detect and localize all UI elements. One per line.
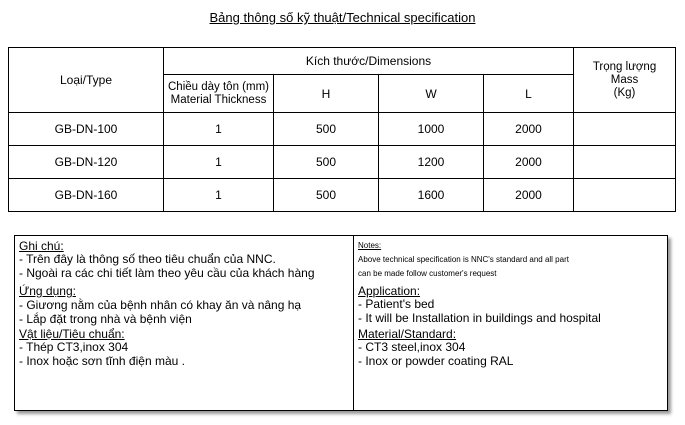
- application-line: - Lắp đặt trong nhà và bệnh viện: [19, 312, 192, 326]
- w-cell: 1200: [379, 146, 484, 179]
- h-cell: 500: [274, 113, 379, 146]
- h-cell: 500: [274, 179, 379, 212]
- dimensions-header: Kích thước/Dimensions: [164, 48, 574, 75]
- thickness-cell: 1: [164, 113, 274, 146]
- material-heading-vi: Vật liệu/Tiêu chuẩn:: [19, 327, 125, 341]
- notes-english: [354, 236, 667, 410]
- notes-vietnamese: [15, 236, 354, 410]
- document-title-text: Bảng thông số kỹ thuật/Technical specification: [209, 10, 476, 25]
- thickness-header-line2: Material Thickness: [170, 93, 267, 106]
- application-line: - It will be Installation in buildings and hospital: [358, 311, 601, 325]
- h-cell: 500: [274, 146, 379, 179]
- type-cell: GB-DN-120: [9, 146, 164, 179]
- mass-header: [574, 48, 676, 113]
- notes-box: [14, 235, 668, 411]
- h-header: H: [274, 75, 379, 113]
- mass-cell: [574, 113, 676, 146]
- application-line: - Giương nằm của bệnh nhân có khay ăn và nâng hạ: [19, 298, 302, 312]
- notes-heading-en: Notes:: [358, 241, 382, 250]
- material-line: - Inox or powder coating RAL: [358, 354, 514, 368]
- application-line: - Patient's bed: [358, 297, 435, 311]
- mass-header-line3: (Kg): [613, 86, 636, 99]
- l-cell: 2000: [484, 113, 574, 146]
- thickness-cell: 1: [164, 179, 274, 212]
- application-heading-vi: Ứng dụng:: [19, 284, 76, 298]
- material-heading-en: Material/Standard:: [358, 327, 457, 341]
- note-line: - Ngoài ra các chi tiết làm theo yêu cầu của khách hàng: [19, 266, 315, 280]
- material-line: - CT3 steel,inox 304: [358, 340, 466, 354]
- material-line: - Inox hoặc sơn tĩnh điện màu .: [19, 354, 185, 368]
- table-row: [9, 113, 676, 146]
- l-cell: 2000: [484, 146, 574, 179]
- type-header: Loại/Type: [9, 48, 164, 113]
- w-cell: 1600: [379, 179, 484, 212]
- l-header: L: [484, 75, 574, 113]
- mass-header-line2: Mass: [610, 73, 639, 86]
- w-header: W: [379, 75, 484, 113]
- w-cell: 1000: [379, 113, 484, 146]
- mass-cell: [574, 179, 676, 212]
- notes-heading-vi: Ghi chú:: [19, 239, 64, 253]
- note-line: - Trên đây là thông số theo tiêu chuẩn của NNC.: [19, 252, 276, 266]
- l-cell: 2000: [484, 179, 574, 212]
- type-cell: GB-DN-100: [9, 113, 164, 146]
- thickness-header-line1: Chiều dày tôn (mm): [168, 80, 269, 93]
- table-row: [9, 146, 676, 179]
- material-line: - Thép CT3,inox 304: [19, 340, 129, 354]
- table-row: [9, 179, 676, 212]
- mass-cell: [574, 146, 676, 179]
- spec-table: [8, 47, 676, 212]
- type-cell: GB-DN-160: [9, 179, 164, 212]
- document-title: [0, 10, 685, 25]
- thickness-cell: 1: [164, 146, 274, 179]
- thickness-header: [164, 75, 274, 113]
- application-heading-en: Application:: [358, 284, 421, 298]
- mass-header-line1: Trọng lượng: [592, 60, 657, 73]
- note-line: Above technical specification is NNC's standard and all part: [358, 255, 569, 264]
- note-line: can be made follow customer's request: [358, 269, 497, 278]
